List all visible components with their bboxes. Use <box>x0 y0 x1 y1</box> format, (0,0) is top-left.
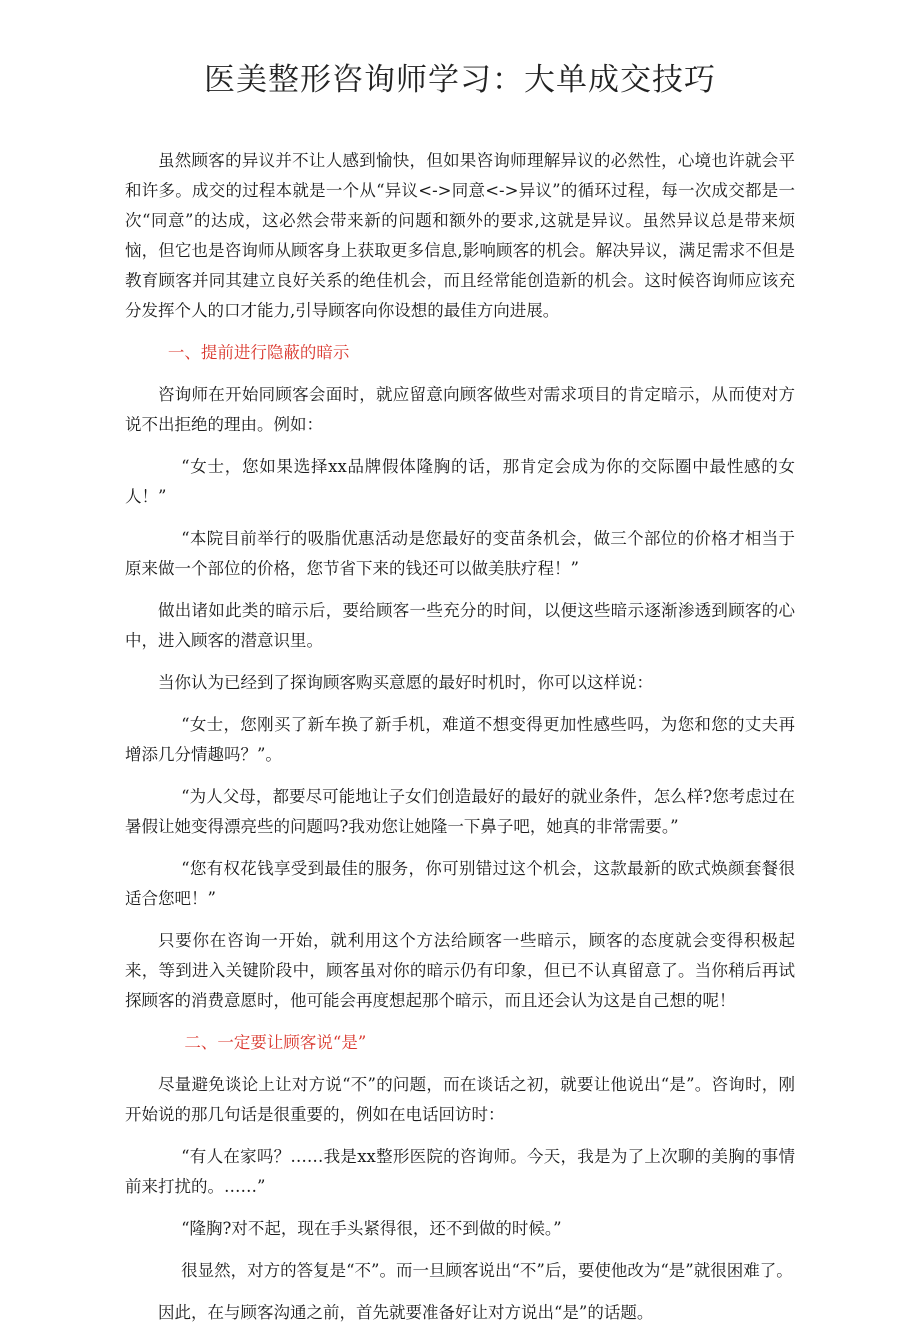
quote-paragraph: “隆胸?对不起，现在手头紧得很，还不到做的时候。” <box>181 1219 562 1238</box>
paragraph: 当你认为已经到了探询顾客购买意愿的最好时机时，你可以这样说： <box>158 673 653 692</box>
quote-paragraph: “您有权花钱享受到最佳的服务，你可别错过这个机会，这款最新的欧式焕颜套餐很适合您吧！” <box>125 859 795 908</box>
section-heading-2: 二、一定要让顾客说“是” <box>184 1033 367 1052</box>
paragraph: 咨询师在开始同顾客会面时，就应留意向顾客做些对需求项目的肯定暗示，从而使对方说不出拒绝的理由。例如： <box>125 385 795 434</box>
paragraph: 做出诸如此类的暗示后，要给顾客一些充分的时间，以便这些暗示逐渐渗透到顾客的心中，进入顾客的潜意识里。 <box>125 601 795 650</box>
section-heading-1: 一、提前进行隐蔽的暗示 <box>167 343 350 362</box>
paragraph: 只要你在咨询一开始，就利用这个方法给顾客一些暗示，顾客的态度就会变得积极起来，等到进入关键阶段中，顾客虽对你的暗示仍有印象，但已不认真留意了。当你稍后再试探顾客的消费意愿时，他可能会再度想起那个暗示，而且还会认为这是自己想的呢！ <box>125 931 795 1010</box>
page-title: 医美整形咨询师学习：大单成交技巧 <box>204 62 716 98</box>
quote-paragraph: “女士，您刚买了新车换了新手机，难道不想变得更加性感些吗，为您和您的丈夫再增添几分情趣吗？”。 <box>125 715 795 764</box>
paragraph: 很显然，对方的答复是“不”。而一旦顾客说出“不”后，要使他改为“是”就很困难了。 <box>181 1261 793 1280</box>
paragraph: 尽量避免谈论上让对方说“不”的问题，而在谈话之初，就要让他说出“是”。咨询时，刚开始说的那几句话是很重要的，例如在电话回访时： <box>125 1075 795 1124</box>
document-body <box>125 146 795 1340</box>
paragraph-intro: 虽然顾客的异议并不让人感到愉快，但如果咨询师理解异议的必然性，心境也许就会平和许多。成交的过程本就是一个从“异议<->同意<->异议”的循环过程，每一次成交都是一次“同意”的达成，这必然会带来新的问题和额外的要求,这就是异议。虽然异议总是带来烦恼，但它也是咨询师从顾客身上获取更多信息,影响顾客的机会。解决异议，满足需求不但是教育顾客并同其建立良好关系的绝佳机会，而且经常能创造新的机会。这时候咨询师应该充分发挥个人的口才能力,引导顾客向你设想的最佳方向进展。 <box>125 151 795 320</box>
quote-paragraph: “女士，您如果选择xx品牌假体隆胸的话，那肯定会成为你的交际圈中最性感的女人！” <box>125 457 795 506</box>
quote-paragraph: “有人在家吗？……我是xx整形医院的咨询师。今天，我是为了上次聊的美胸的事情前来打扰的。……” <box>125 1147 795 1196</box>
quote-paragraph: “为人父母，都要尽可能地让子女们创造最好的最好的就业条件，怎么样?您考虑过在暑假让她变得漂亮些的问题吗?我劝您让她隆一下鼻子吧，她真的非常需要。” <box>125 787 795 836</box>
quote-paragraph: “本院目前举行的吸脂优惠活动是您最好的变苗条机会，做三个部位的价格才相当于原来做一个部位的价格，您节省下来的钱还可以做美肤疗程！” <box>125 529 795 578</box>
paragraph: 因此，在与顾客沟通之前，首先就要准备好让对方说出“是”的话题。 <box>158 1303 654 1322</box>
